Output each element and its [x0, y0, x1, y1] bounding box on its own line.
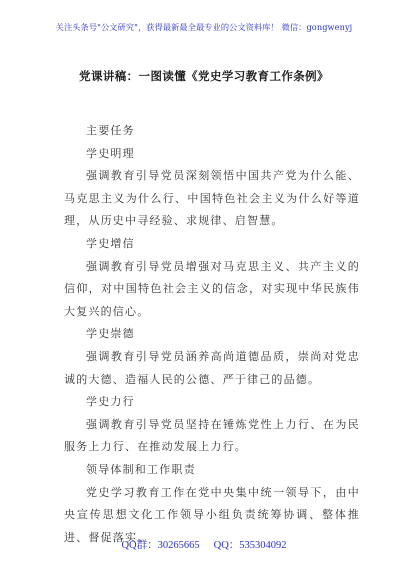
body-paragraph: 强调教育引导党员坚持在锤炼党性上力行、在为民服务上力行、在推动发展上力行。	[64, 417, 360, 454]
body-paragraph: 强调教育引导党员深刻领悟中国共产党为什么能、马克思主义为什么行、中国特色社会主义为什么好等道理，从历史中寻经验、求规律、启智慧。	[64, 169, 360, 228]
qq-group-contact: QQ群：30265665	[121, 540, 200, 551]
subsection-heading: 学史崇德	[86, 327, 135, 341]
body-paragraph: 党史学习教育工作在党中央集中统一领导下，由中央宣传思想文化工作领导小组负责统筹协调、整体推进、督促落实。	[64, 485, 360, 544]
document-title: 党课讲稿：一图读懂《党史学习教育工作条例》	[79, 69, 329, 83]
document-body	[64, 120, 360, 549]
page-footer	[0, 537, 408, 552]
subsection-heading: 学史力行	[86, 395, 135, 409]
body-paragraph: 强调教育引导党员涵养高尚道德品质，崇尚对党忠诚的大德、造福人民的公德、严于律己的品德。	[64, 349, 360, 386]
subsection-heading: 学史增信	[86, 236, 135, 250]
body-paragraph: 强调教育引导党员增强对马克思主义、共产主义的信仰，对中国特色社会主义的信念，对实现中华民族伟大复兴的信心。	[64, 259, 360, 318]
section-heading: 主要任务	[86, 124, 135, 137]
qq-contact: QQ：535304092	[213, 540, 287, 551]
subsection-heading: 学史明理	[86, 146, 135, 160]
page-header: 关注头条号"公文研究"，获得最新最全最专业的公文资料库！ 微信：gongwenyj	[55, 22, 353, 32]
section-heading: 领导体制和工作职责	[86, 462, 196, 476]
